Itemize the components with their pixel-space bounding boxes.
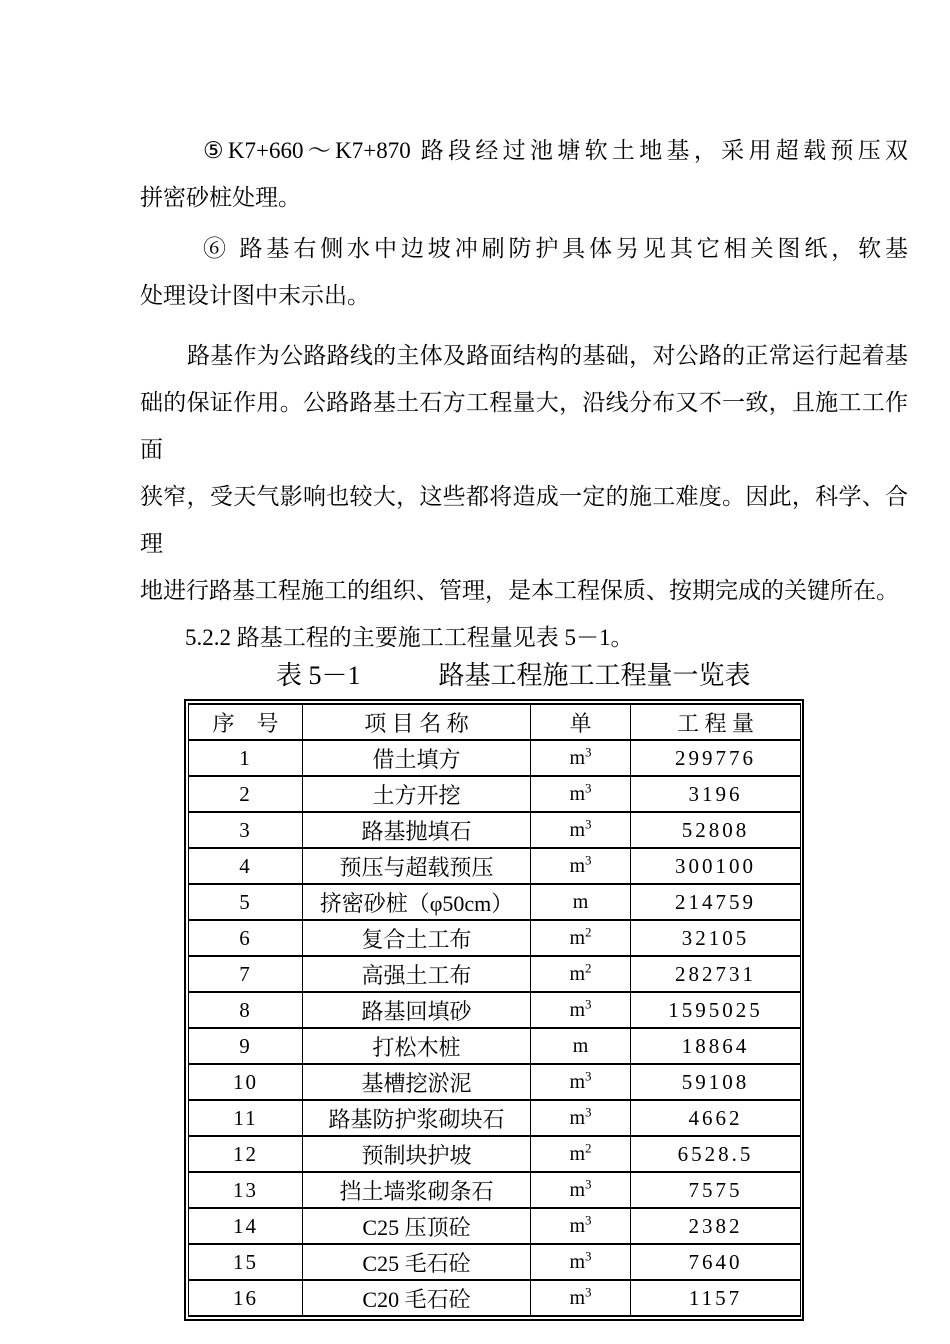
table-row [189, 884, 801, 920]
text-line: 狭窄，受天气影响也较大，这些都将造成一定的施工难度。因此，科学、合理 [140, 484, 908, 556]
table-row [189, 812, 801, 848]
paragraphs-container [140, 127, 908, 661]
item-quantity: 282731 [631, 956, 801, 992]
item-unit [531, 812, 631, 848]
item-unit [531, 776, 631, 812]
page-content [140, 127, 908, 1321]
unit-exponent: 3 [585, 1103, 592, 1119]
item-unit [531, 1100, 631, 1136]
table-caption-label: 表 5－1 [276, 661, 361, 690]
row-number: 2 [189, 776, 303, 812]
paragraph [140, 614, 908, 661]
column-header: 项 目 名 称 [303, 704, 531, 740]
unit-exponent: 2 [585, 959, 592, 975]
item-quantity: 7575 [631, 1172, 801, 1208]
row-number: 7 [189, 956, 303, 992]
paragraph [140, 332, 908, 614]
unit-base: m [569, 1250, 586, 1273]
table-row [189, 1064, 801, 1100]
text-line: ⑤K7+660～K7+870 路段经过池塘软土地基，采用超载预压双 [203, 138, 908, 163]
item-name: 预压与超载预压 [303, 848, 531, 884]
item-name: 高强土工布 [303, 956, 531, 992]
item-name: C20 毛石砼 [303, 1280, 531, 1316]
item-quantity: 300100 [631, 848, 801, 884]
unit-exponent: 3 [585, 743, 592, 759]
item-unit [531, 740, 631, 776]
row-number: 8 [189, 992, 303, 1028]
unit-base: m [569, 926, 586, 949]
row-number: 5 [189, 884, 303, 920]
table-caption-title: 路基工程施工工程量一览表 [438, 661, 751, 690]
item-unit [531, 1028, 631, 1064]
item-name: 挡土墙浆砌条石 [303, 1172, 531, 1208]
table-caption [140, 661, 908, 691]
unit-base: m [569, 1214, 586, 1237]
unit-exponent: 2 [585, 1139, 592, 1155]
item-quantity: 7640 [631, 1244, 801, 1280]
item-unit [531, 884, 631, 920]
row-number: 14 [189, 1208, 303, 1244]
item-name: 土方开挖 [303, 776, 531, 812]
table-row [189, 1244, 801, 1280]
table-header-row [189, 704, 801, 740]
item-name: 路基回填砂 [303, 992, 531, 1028]
row-number: 16 [189, 1280, 303, 1316]
unit-exponent: 3 [585, 779, 592, 795]
item-name: 基槽挖淤泥 [303, 1064, 531, 1100]
item-quantity: 2382 [631, 1208, 801, 1244]
unit-exponent: 3 [585, 995, 592, 1011]
unit-base: m [569, 818, 586, 841]
unit-exponent: 3 [585, 1211, 592, 1227]
column-header: 单 [531, 704, 631, 740]
item-quantity: 1595025 [631, 992, 801, 1028]
table-row [189, 992, 801, 1028]
item-quantity: 214759 [631, 884, 801, 920]
paragraph [140, 127, 908, 221]
item-unit [531, 1172, 631, 1208]
item-quantity: 4662 [631, 1100, 801, 1136]
item-unit [531, 1136, 631, 1172]
item-unit [531, 992, 631, 1028]
table-row [189, 848, 801, 884]
row-number: 11 [189, 1100, 303, 1136]
unit-base: m [572, 1034, 589, 1057]
item-unit [531, 1064, 631, 1100]
item-name: 预制块护坡 [303, 1136, 531, 1172]
quantities-table [188, 703, 801, 1317]
table-body [189, 740, 801, 1316]
unit-exponent: 3 [585, 815, 592, 831]
row-number: 13 [189, 1172, 303, 1208]
table-row [189, 740, 801, 776]
unit-base: m [569, 1286, 586, 1309]
column-header: 序 号 [189, 704, 303, 740]
text-line: 地进行路基工程施工的组织、管理，是本工程保质、按期完成的关键所在。 [140, 578, 899, 603]
item-quantity: 18864 [631, 1028, 801, 1064]
item-unit [531, 1244, 631, 1280]
text-line: ⑥ 路基右侧水中边坡冲刷防护具体另见其它相关图纸，软基 [203, 236, 908, 261]
item-quantity: 32105 [631, 920, 801, 956]
table-row [189, 1208, 801, 1244]
unit-exponent: 3 [585, 1247, 592, 1263]
item-name: C25 压顶砼 [303, 1208, 531, 1244]
item-name: 打松木桩 [303, 1028, 531, 1064]
row-number: 4 [189, 848, 303, 884]
table-row [189, 1100, 801, 1136]
row-number: 3 [189, 812, 303, 848]
row-number: 1 [189, 740, 303, 776]
unit-base: m [569, 1142, 586, 1165]
unit-base: m [569, 962, 586, 985]
item-unit [531, 1208, 631, 1244]
item-name: 借土填方 [303, 740, 531, 776]
paragraph [140, 225, 908, 319]
item-quantity: 299776 [631, 740, 801, 776]
unit-base: m [569, 782, 586, 805]
text-line: 础的保证作用。公路路基土石方工程量大，沿线分布又不一致，且施工工作面 [140, 390, 908, 462]
table-row [189, 1136, 801, 1172]
table-row [189, 1028, 801, 1064]
item-name: 路基抛填石 [303, 812, 531, 848]
item-quantity: 1157 [631, 1280, 801, 1316]
item-unit [531, 1280, 631, 1316]
item-name: 路基防护浆砌块石 [303, 1100, 531, 1136]
unit-exponent: 3 [585, 1175, 592, 1191]
text-line: 拼密砂桩处理。 [140, 185, 301, 210]
unit-exponent: 3 [585, 1067, 592, 1083]
item-name: 复合土工布 [303, 920, 531, 956]
table-row [189, 956, 801, 992]
text-line: 路基作为公路路线的主体及路面结构的基础，对公路的正常运行起着基 [187, 343, 908, 368]
row-number: 12 [189, 1136, 303, 1172]
row-number: 10 [189, 1064, 303, 1100]
item-quantity: 59108 [631, 1064, 801, 1100]
table-row [189, 1172, 801, 1208]
item-name: C25 毛石砼 [303, 1244, 531, 1280]
unit-base: m [572, 890, 589, 913]
unit-base: m [569, 1106, 586, 1129]
item-unit [531, 920, 631, 956]
item-unit [531, 956, 631, 992]
unit-base: m [569, 1070, 586, 1093]
item-unit [531, 848, 631, 884]
item-quantity: 52808 [631, 812, 801, 848]
unit-base: m [569, 854, 586, 877]
unit-base: m [569, 998, 586, 1021]
item-quantity: 6528.5 [631, 1136, 801, 1172]
quantities-table-frame [184, 699, 804, 1321]
unit-base: m [569, 1178, 586, 1201]
unit-exponent: 3 [585, 851, 592, 867]
unit-base: m [569, 746, 586, 769]
row-number: 15 [189, 1244, 303, 1280]
unit-exponent: 2 [585, 923, 592, 939]
text-line: 5.2.2 路基工程的主要施工工程量见表 5－1。 [185, 625, 634, 650]
unit-exponent: 3 [585, 1283, 592, 1299]
item-quantity: 3196 [631, 776, 801, 812]
text-line: 处理设计图中末示出。 [140, 283, 370, 308]
row-number: 9 [189, 1028, 303, 1064]
row-number: 6 [189, 920, 303, 956]
table-row [189, 776, 801, 812]
column-header: 工 程 量 [631, 704, 801, 740]
item-name: 挤密砂桩（φ50cm） [303, 884, 531, 920]
table-row [189, 1280, 801, 1316]
table-row [189, 920, 801, 956]
